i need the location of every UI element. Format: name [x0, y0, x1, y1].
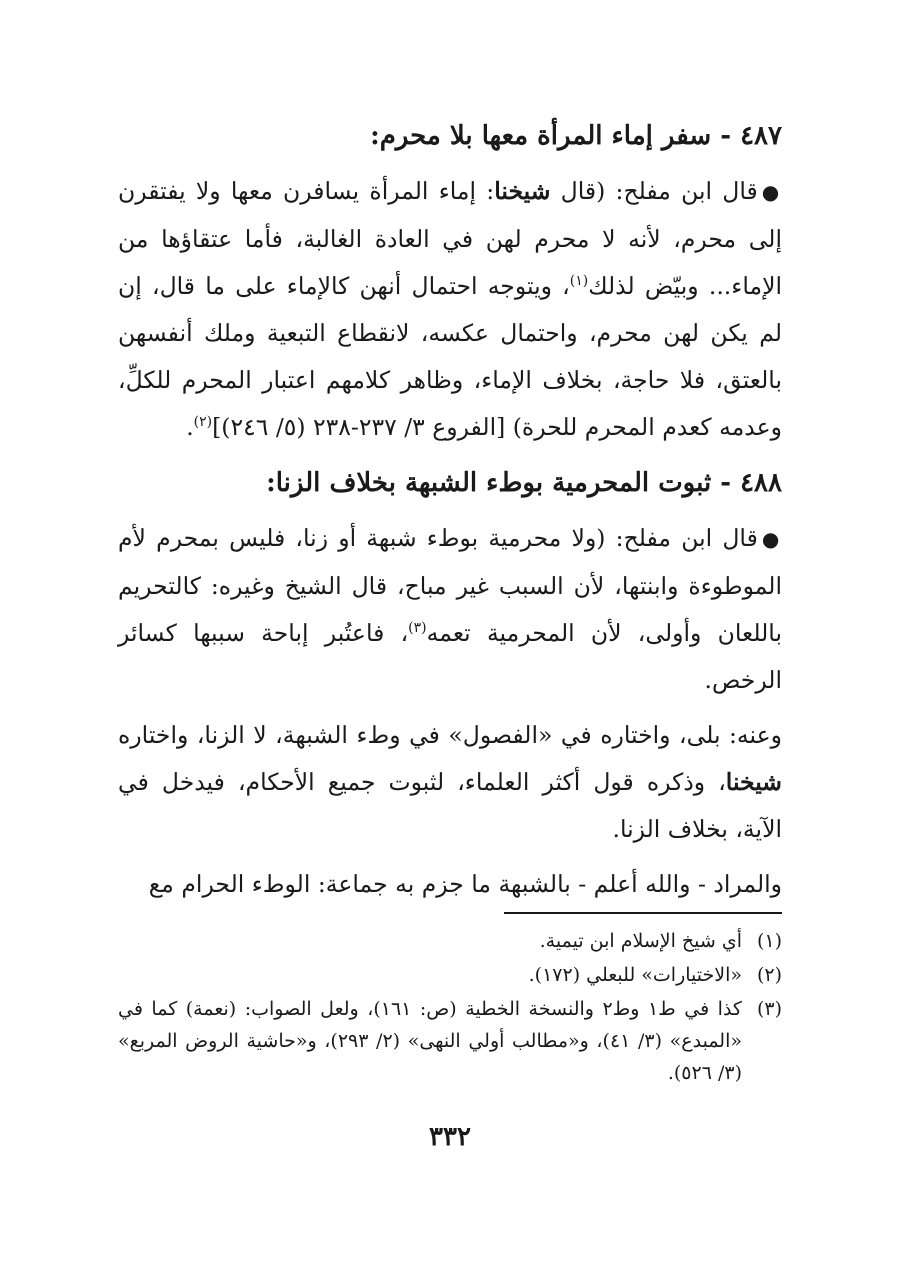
- footnote-2: [118, 959, 782, 991]
- footnote-number: (٢): [756, 964, 782, 986]
- footnotes: [118, 925, 782, 1091]
- section-487-paragraph: [118, 168, 782, 451]
- section-488-paragraph-2: [118, 712, 782, 853]
- emphasis-shaykhuna: شيخنا: [494, 177, 551, 205]
- text-run: وعنه: بلى، واختاره في «الفصول» في وطء الشبهة، لا الزنا، واختاره: [118, 721, 782, 749]
- footnote-text: أي شيخ الإسلام ابن تيمية.: [539, 930, 742, 952]
- main-text: [118, 112, 782, 916]
- text-run: قال ابن مفلح: (قال: [550, 177, 758, 205]
- footnote-3: [118, 993, 782, 1089]
- text-run: ، فاعتُبر إباحة سببها كسائر الرخص.: [118, 619, 782, 694]
- footnote-text: «الاختيارات» للبعلي (١٧٢).: [528, 964, 742, 986]
- footnote-number: (١): [756, 930, 782, 952]
- section-487-heading: ٤٨٧ - سفر إماء المرأة معها بلا محرم:: [370, 121, 782, 151]
- footnote-text: كذا في ط١ وط٢ والنسخة الخطية (ص: ١٦١)، ولعل الصواب: (نعمة) كما في «المبدع» (٣/ ٤١)، و«مطالب أولي النهى» (٢/ ٢٩٣)، و«حاشية الروض المربع» (٣/ ٥٢٦).: [118, 998, 742, 1084]
- footnote-1: [118, 925, 782, 957]
- bullet-icon: ●: [761, 527, 782, 551]
- section-488-paragraph-1: [118, 515, 782, 704]
- footnote-ref-3[interactable]: (٣): [408, 620, 427, 636]
- text-run: ، وذكره قول أكثر العلماء، لثبوت جميع الأحكام، فيدخل في الآية، بخلاف الزنا.: [118, 768, 782, 843]
- text-run: : إماء المرأة يسافرن معها ولا يفتقرن إلى محرم، لأنه لا محرم لهن في العادة الغالبة، فأما عتقاؤها من الإماء... وبيّض لذلك: [118, 177, 782, 300]
- section-488-paragraph-3: والمراد - والله أعلم - بالشبهة ما جزم به جماعة: الوطء الحرام مع: [148, 870, 782, 898]
- emphasis-shaykhuna: شيخنا: [725, 768, 782, 796]
- text-run: .: [186, 413, 194, 441]
- bullet-icon: ●: [761, 180, 783, 204]
- footnote-divider: [504, 912, 782, 914]
- footnote-ref-1[interactable]: (١): [569, 273, 589, 289]
- page-number: ٣٣٢: [429, 1122, 471, 1152]
- footnote-number: (٣): [756, 998, 782, 1020]
- section-488-heading: ٤٨٨ - ثبوت المحرمية بوطء الشبهة بخلاف الزنا:: [266, 468, 782, 498]
- footnote-ref-2[interactable]: (٢): [193, 414, 213, 430]
- text-run: قال ابن مفلح: (ولا محرمية بوطء شبهة أو زنا، فليس بمحرم لأم الموطوءة وابنتها، لأن السبب غير مباح، قال الشيخ وغيره: كالتحريم باللعان وأولى، لأن المحرمية تعمه: [118, 524, 782, 647]
- text-run: ، ويتوجه احتمال أنهن كالإماء على ما قال، إن لم يكن لهن محرم، واحتمال عكسه، لانقطاع التبعية وملك أنفسهن بالعتق، فلا حاجة، بخلاف الإماء، وظاهر كلامهم اعتبار المحرم للكلِّ، وعدمه كعدم المحرم للحرة) [الفروع ٣/ ٢٣٧-٢٣٨ (٥/ ٢٤٦)]: [118, 272, 782, 441]
